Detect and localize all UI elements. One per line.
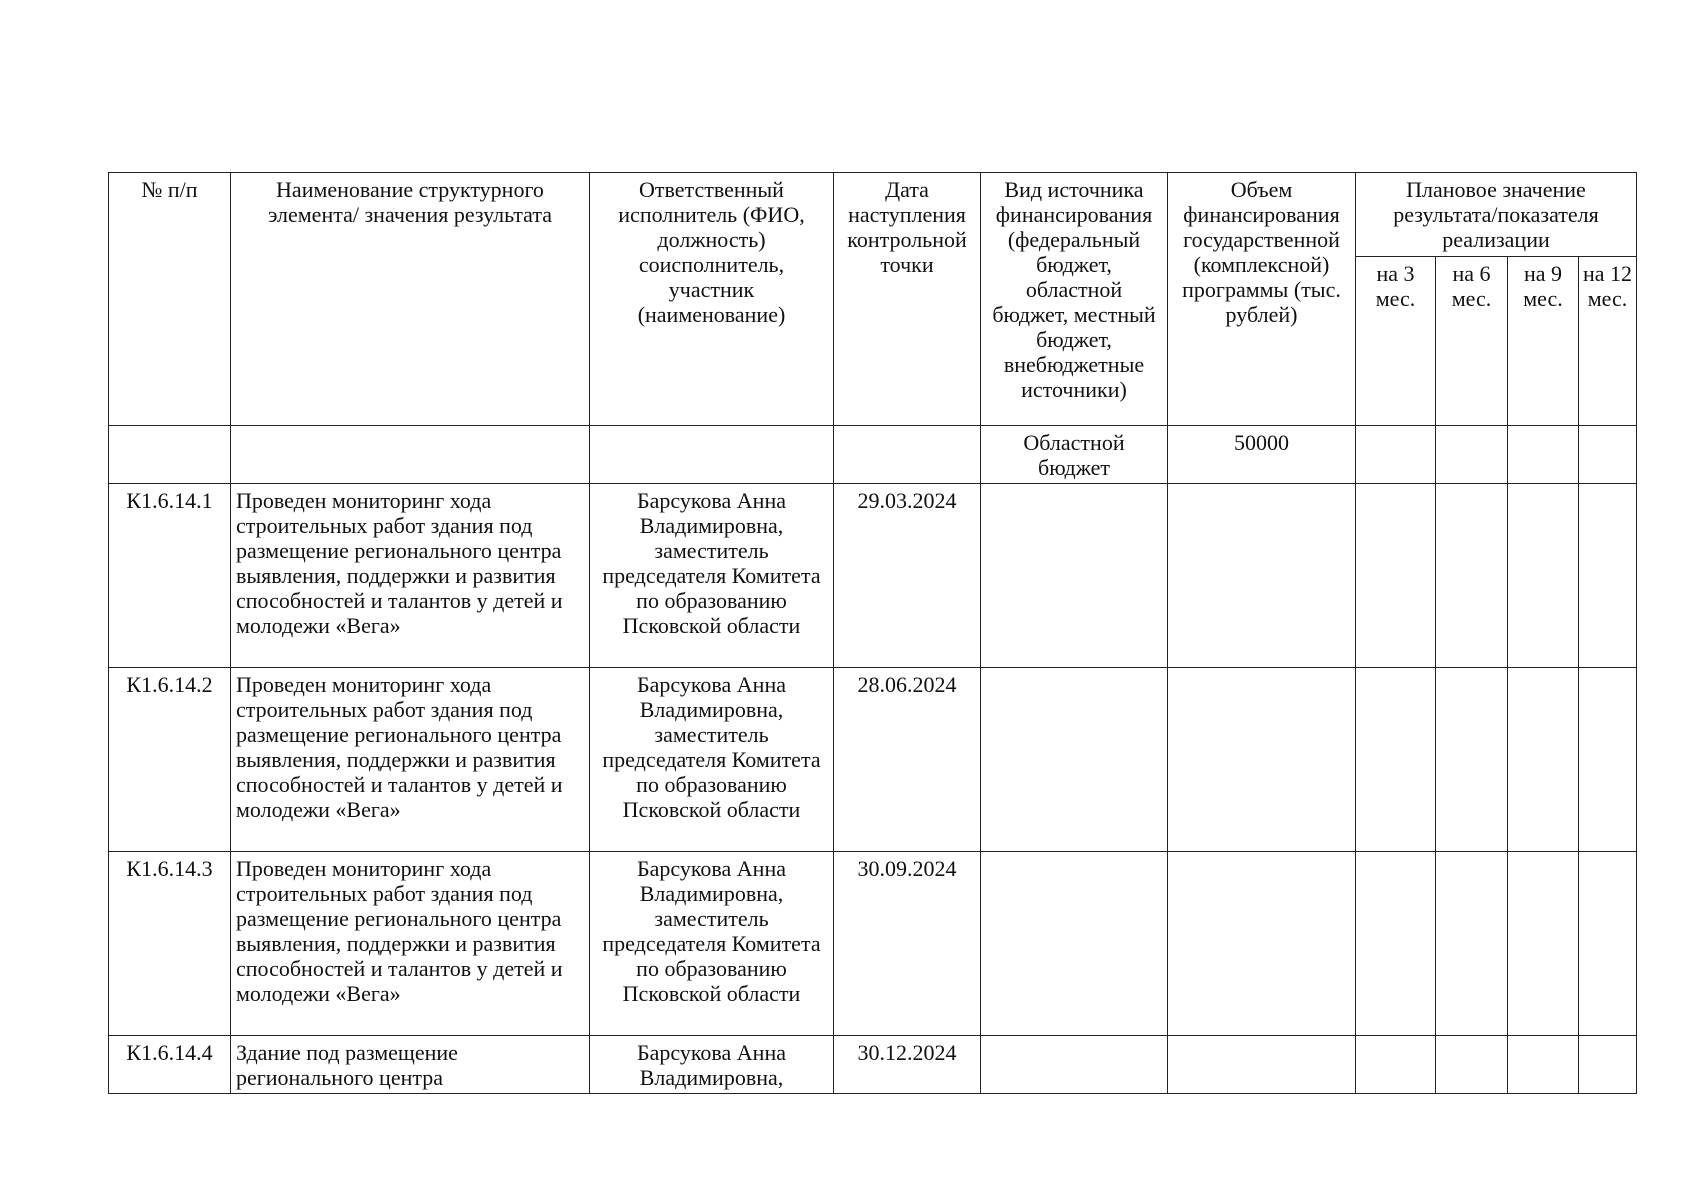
cell-name: Проведен мониторинг хода строительных работ здания под размещение регионального центра выявления, поддержки и развития способностей и талантов у детей и молодежи «Вега» bbox=[231, 668, 590, 852]
cell-empty bbox=[1356, 484, 1436, 668]
cell-date: 28.06.2024 bbox=[834, 668, 981, 852]
cell-empty bbox=[981, 484, 1168, 668]
cell-empty bbox=[1508, 852, 1579, 1036]
cell-empty bbox=[1508, 668, 1579, 852]
cell-empty bbox=[1436, 426, 1508, 484]
cell-empty bbox=[1168, 1036, 1356, 1094]
cell-empty bbox=[834, 426, 981, 484]
cell-empty bbox=[1436, 852, 1508, 1036]
cell-name: Проведен мониторинг хода строительных работ здания под размещение регионального центра выявления, поддержки и развития способностей и талантов у детей и молодежи «Вега» bbox=[231, 852, 590, 1036]
cell-date: 30.09.2024 bbox=[834, 852, 981, 1036]
cell-empty bbox=[1579, 426, 1637, 484]
cell-empty bbox=[1508, 1036, 1579, 1094]
cell-empty bbox=[1436, 1036, 1508, 1094]
plan-table bbox=[108, 172, 1637, 1094]
cell-source: Областной бюджет bbox=[981, 426, 1168, 484]
cell-id: К1.6.14.4 bbox=[109, 1036, 231, 1094]
header-num: № п/п bbox=[109, 173, 231, 426]
header-date: Дата наступления контрольной точки bbox=[834, 173, 981, 426]
table-row bbox=[109, 852, 1637, 1036]
header-responsible: Ответственный исполнитель (ФИО, должность) соисполнитель, участник (наименование) bbox=[590, 173, 834, 426]
cell-empty bbox=[1168, 484, 1356, 668]
table-row bbox=[109, 484, 1637, 668]
table-row bbox=[109, 1036, 1637, 1094]
cell-empty bbox=[1579, 668, 1637, 852]
cell-empty bbox=[1356, 426, 1436, 484]
cell-empty bbox=[1356, 852, 1436, 1036]
cell-empty bbox=[231, 426, 590, 484]
header-planned: Плановое значение результата/показателя реализации bbox=[1356, 173, 1637, 257]
cell-empty bbox=[1356, 1036, 1436, 1094]
cell-id: К1.6.14.2 bbox=[109, 668, 231, 852]
header-9-months: на 9 мес. bbox=[1508, 256, 1579, 425]
cell-empty bbox=[981, 1036, 1168, 1094]
cell-empty bbox=[981, 668, 1168, 852]
cell-empty bbox=[1579, 852, 1637, 1036]
cell-responsible: Барсукова Анна Владимировна, bbox=[590, 1036, 834, 1094]
header-name: Наименование структурного элемента/ значения результата bbox=[231, 173, 590, 426]
cell-empty bbox=[1168, 852, 1356, 1036]
cell-empty bbox=[981, 852, 1168, 1036]
cell-empty bbox=[1436, 484, 1508, 668]
table-row-funding-source bbox=[109, 426, 1637, 484]
cell-empty bbox=[109, 426, 231, 484]
cell-responsible: Барсукова Анна Владимировна, заместитель председателя Комитета по образованию Псковской области bbox=[590, 852, 834, 1036]
cell-empty bbox=[590, 426, 834, 484]
cell-id: К1.6.14.1 bbox=[109, 484, 231, 668]
cell-name: Здание под размещение регионального центра bbox=[231, 1036, 590, 1094]
cell-empty bbox=[1168, 668, 1356, 852]
cell-responsible: Барсукова Анна Владимировна, заместитель председателя Комитета по образованию Псковской области bbox=[590, 668, 834, 852]
cell-empty bbox=[1508, 426, 1579, 484]
cell-date: 30.12.2024 bbox=[834, 1036, 981, 1094]
cell-name: Проведен мониторинг хода строительных работ здания под размещение регионального центра выявления, поддержки и развития способностей и талантов у детей и молодежи «Вега» bbox=[231, 484, 590, 668]
cell-empty bbox=[1356, 668, 1436, 852]
header-volume: Объем финансирования государственной (комплексной) программы (тыс. рублей) bbox=[1168, 173, 1356, 426]
cell-date: 29.03.2024 bbox=[834, 484, 981, 668]
header-3-months: на 3 мес. bbox=[1356, 256, 1436, 425]
cell-id: К1.6.14.3 bbox=[109, 852, 231, 1036]
cell-volume: 50000 bbox=[1168, 426, 1356, 484]
header-source: Вид источника финансирования (федеральный бюджет, областной бюджет, местный бюджет, внебюджетные источники) bbox=[981, 173, 1168, 426]
header-6-months: на 6 мес. bbox=[1436, 256, 1508, 425]
cell-empty bbox=[1436, 668, 1508, 852]
cell-empty bbox=[1579, 1036, 1637, 1094]
cell-empty bbox=[1579, 484, 1637, 668]
table-row bbox=[109, 668, 1637, 852]
cell-empty bbox=[1508, 484, 1579, 668]
header-12-months: на 12 мес. bbox=[1579, 256, 1637, 425]
cell-responsible: Барсукова Анна Владимировна, заместитель председателя Комитета по образованию Псковской области bbox=[590, 484, 834, 668]
